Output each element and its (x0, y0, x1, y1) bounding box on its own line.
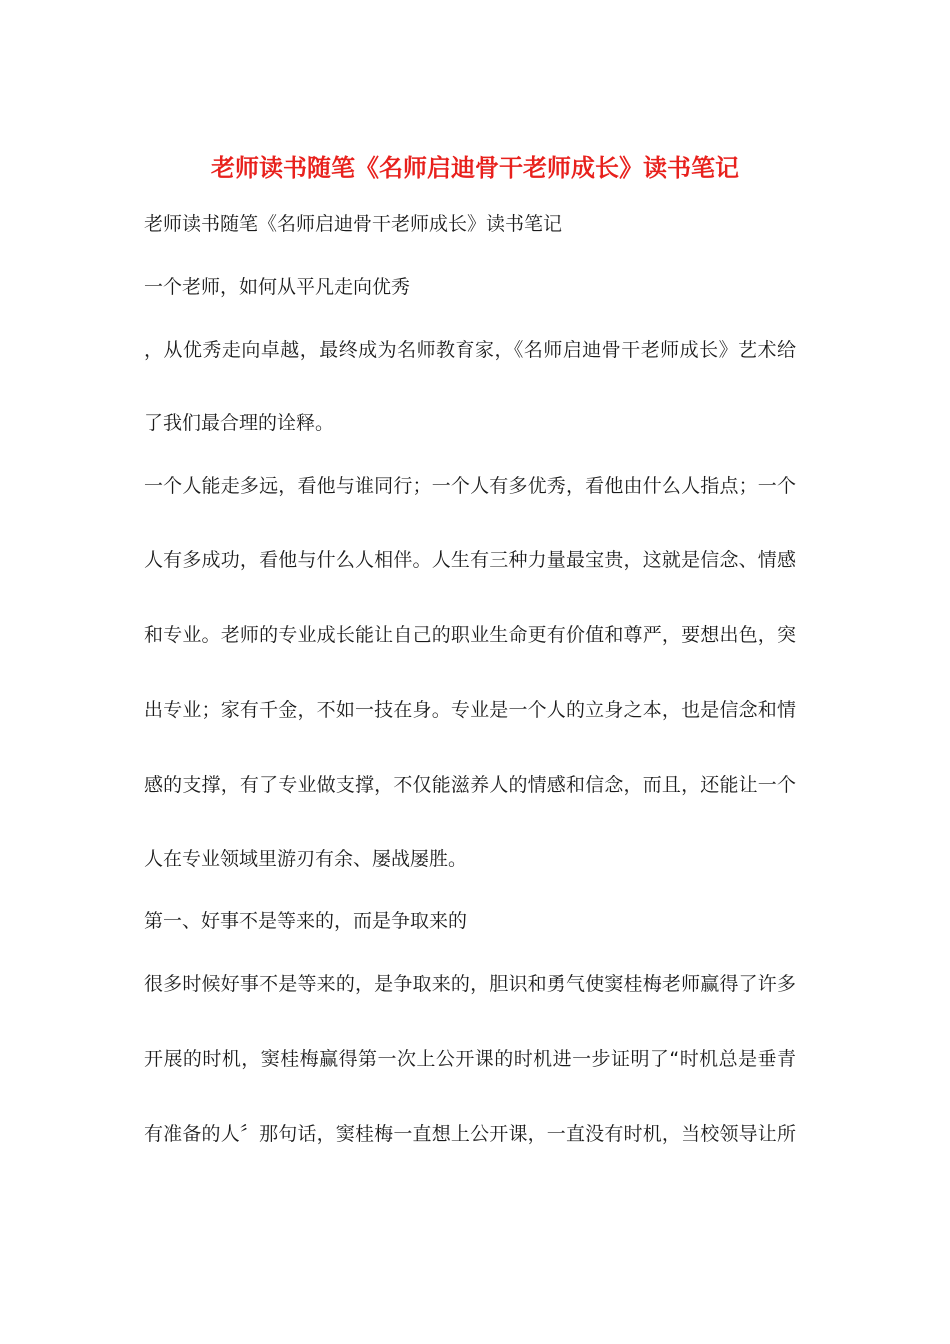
text-line: 感的支撑，有了专业做支撑，不仅能滋养人的情感和信念，而且，还能让一个 (144, 774, 796, 796)
text-line: 很多时候好事不是等来的，是争取来的，胆识和勇气使窦桂梅老师赢得了许多 (144, 973, 796, 995)
text-line: 一个人能走多远，看他与谁同行；一个人有多优秀，看他由什么人指点；一个 (144, 475, 796, 497)
text-line: ，从优秀走向卓越，最终成为名师教育家，《名师启迪骨干老师成长》艺术给 (144, 339, 796, 361)
text-line: 人在专业领域里游刃有余、屡战屡胜。 (144, 848, 468, 870)
text-line: 开展的时机，窦桂梅赢得第一次上公开课的时机进一步证明了“时机总是垂青 (144, 1048, 796, 1070)
document-title: 老师读书随笔《名师启迪骨干老师成长》读书笔记 (211, 153, 739, 182)
text-line: 出专业；家有千金，不如一技在身。专业是一个人的立身之本，也是信念和情 (144, 699, 796, 721)
text-line: 人有多成功，看他与什么人相伴。人生有三种力量最宝贵，这就是信念、情感 (144, 549, 796, 571)
text-line: 一个老师，如何从平凡走向优秀 (144, 276, 411, 298)
text-line: 有准备的人〞那句话，窦桂梅一直想上公开课，一直没有时机，当校领导让所 (144, 1123, 796, 1145)
text-line: 第一、好事不是等来的，而是争取来的 (144, 910, 468, 932)
text-line: 和专业。老师的专业成长能让自己的职业生命更有价值和尊严，要想出色，突 (144, 624, 796, 646)
text-line: 了我们最合理的诠释。 (144, 412, 335, 434)
text-line: 老师读书随笔《名师启迪骨干老师成长》读书笔记 (144, 213, 563, 235)
